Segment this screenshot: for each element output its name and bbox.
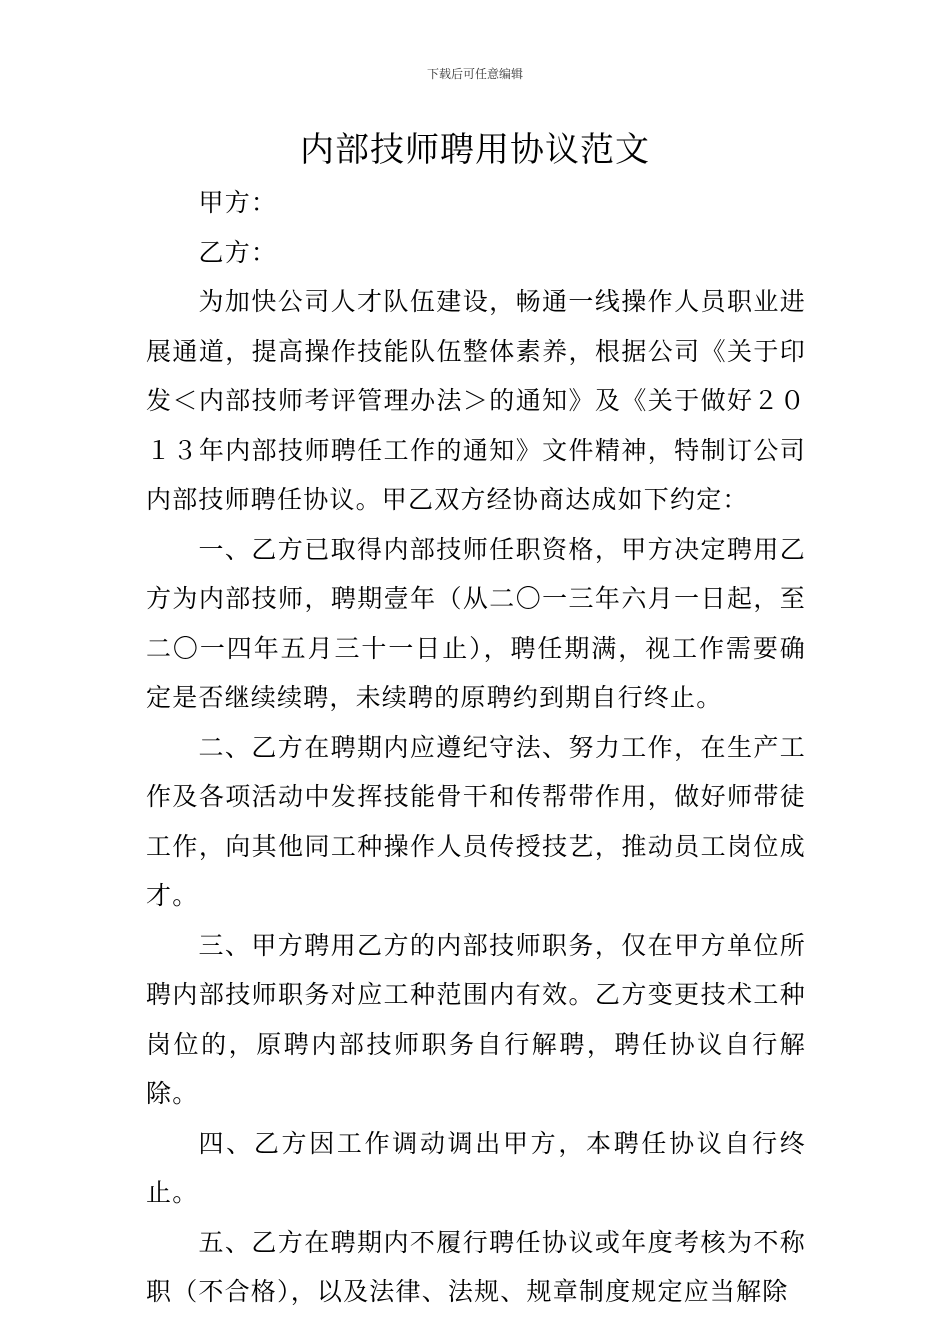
paragraph-clause-3: 三、甲方聘用乙方的内部技师职务，仅在甲方单位所聘内部技师职务对应工种范围内有效。乙方变更技术工种岗位的，原聘内部技师职务自行解聘，聘任协议自行解除。 <box>146 930 806 1108</box>
party-a-line: 甲方： <box>198 188 278 217</box>
paragraph-clause-1: 一、乙方已取得内部技师任职资格，甲方决定聘用乙方为内部技师，聘期壹年（从二〇一三年六月一日起，至二〇一四年五月三十一日止），聘任期满，视工作需要确定是否继续续聘，未续聘的原聘约到期自行终止。 <box>146 534 806 712</box>
paragraph-clause-4: 四、乙方因工作调动调出甲方，本聘任协议自行终止。 <box>146 1128 806 1207</box>
party-b-line: 乙方： <box>198 237 278 267</box>
paragraph-preamble: 为加快公司人才队伍建设，畅通一线操作人员职业进展通道，提高操作技能队伍整体素养，根据公司《关于印发＜内部技师考评管理办法＞的通知》及《关于做好２０１３年内部技师聘任工作的通知》文件精神，特制订公司内部技师聘任协议。甲乙双方经协商达成如下约定： <box>146 287 806 514</box>
header-note: 下载后可任意编辑 <box>426 67 523 81</box>
document-title: 内部技师聘用协议范文 <box>300 130 650 170</box>
document-body <box>146 178 806 1317</box>
paragraph-clause-2: 二、乙方在聘期内应遵纪守法、努力工作，在生产工作及各项活动中发挥技能骨干和传帮带作用，做好师带徒工作，向其他同工种操作人员传授技艺，推动员工岗位成才。 <box>146 732 806 910</box>
paragraph-clause-5: 五、乙方在聘期内不履行聘任协议或年度考核为不称职（不合格），以及法律、法规、规章制度规定应当解除 <box>146 1227 806 1306</box>
